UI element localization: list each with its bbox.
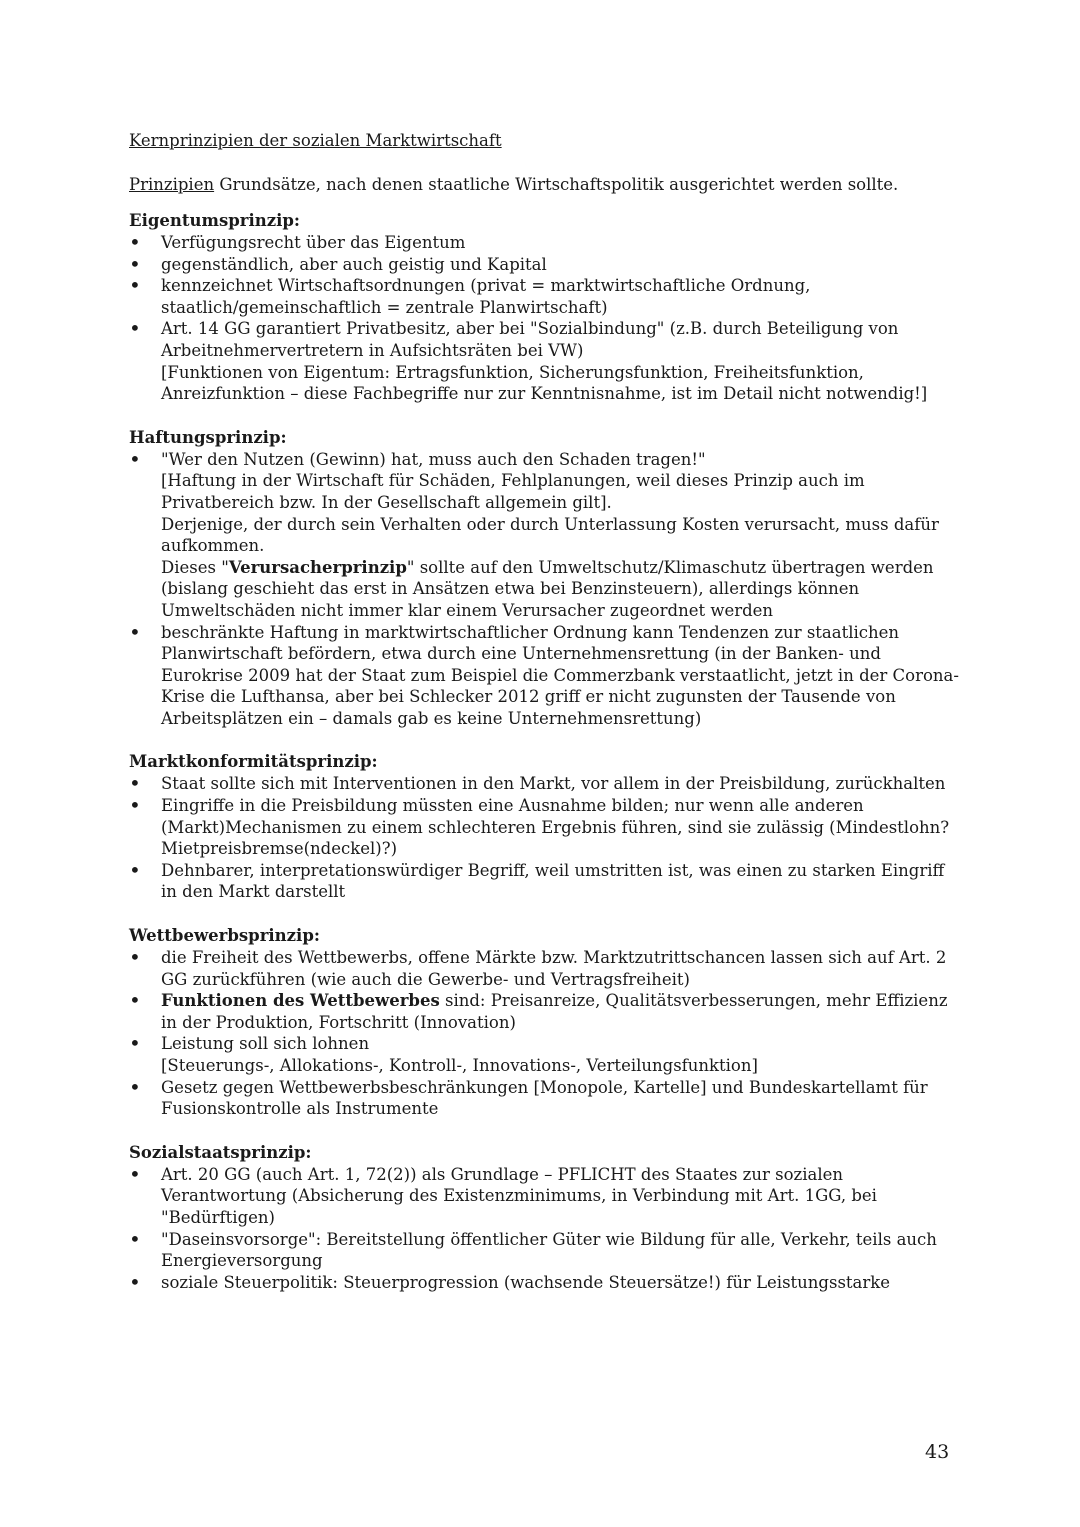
section-heading: Haftungsprinzip: [129, 427, 287, 447]
list-item-note: [Steuerungs-, Allokations-, Kontroll-, Innovations-, Verteilungsfunktion] [161, 1056, 758, 1075]
section-heading: Marktkonformitätsprinzip: [129, 752, 378, 772]
list-item: • "Daseinsvorsorge": Bereitstellung öffentlicher Güter wie Bildung für alle, Verkehr, teils auch Energieversorgung [129, 1229, 959, 1272]
bullet-list [129, 232, 959, 405]
list-item [129, 1033, 959, 1076]
list-item: • Staat sollte sich mit Interventionen in den Markt, vor allem in der Preisbildung, zurückhalten [129, 773, 959, 795]
section-marktkonformitaetsprinzip [129, 751, 959, 903]
list-item-text-pre: Dieses " [161, 557, 229, 577]
list-item: • Eingriffe in die Preisbildung müssten eine Ausnahme bilden; nur wenn alle anderen (Markt)Mechanismen zu einem schlechteren Ergebnis führen, sind sie zulässig (Mindestlohn? Mietpreisbremse(ndeckel)?) [129, 795, 959, 860]
document-page [129, 130, 959, 1315]
section-heading: Eigentumsprinzip: [129, 211, 301, 230]
intro-term: Prinzipien [129, 175, 215, 194]
page-title: Kernprinzipien der sozialen Marktwirtschaft [129, 131, 502, 150]
list-item [129, 990, 959, 1033]
section-haftungsprinzip [129, 427, 959, 730]
bullet-list [129, 773, 959, 903]
list-item: • kennzeichnet Wirtschaftsordnungen (privat = marktwirtschaftliche Ordnung, staatlich/gemeinschaftlich = zentrale Planwirtschaft) [129, 275, 959, 318]
section-sozialstaatsprinzip [129, 1142, 959, 1294]
list-item-text: Derjenige, der durch sein Verhalten oder durch Unterlassung Kosten verursacht, muss dafür aufkommen. [161, 514, 939, 556]
intro-paragraph [129, 174, 959, 196]
list-item: • Gesetz gegen Wettbewerbsbeschränkungen [Monopole, Kartelle] und Bundeskartellamt für Fusionskontrolle als Instrumente [129, 1077, 959, 1120]
list-item-note: [Haftung in der Wirtschaft für Schäden, Fehlplanungen, weil dieses Prinzip auch im Privatbereich bzw. In der Gesellschaft allgemein gilt]. [161, 471, 865, 512]
bullet-list [129, 449, 959, 730]
page-number: 43 [925, 1441, 950, 1463]
list-item [129, 318, 959, 404]
section-wettbewerbsprinzip [129, 925, 959, 1120]
list-item-note: [Funktionen von Eigentum: Ertragsfunktion, Sicherungsfunktion, Freiheitsfunktion, Anreizfunktion – diese Fachbegriffe nur zur Kenntnisnahme, ist im Detail nicht notwendig!] [161, 362, 928, 404]
section-heading: Sozialstaatsprinzip: [129, 1142, 312, 1162]
list-item: • Art. 20 GG (auch Art. 1, 72(2)) als Grundlage – PFLICHT des Staates zur sozialen Verantwortung (Absicherung des Existenzminimums, in Verbindung mit Art. 1GG, bei "Bedürftigen) [129, 1164, 959, 1229]
bullet-list [129, 947, 959, 1120]
intro-text: Grundsätze, nach denen staatliche Wirtschaftspolitik ausgerichtet werden sollte. [214, 175, 899, 194]
section-eigentumsprinzip [129, 210, 959, 405]
list-item: • gegenständlich, aber auch geistig und Kapital [129, 254, 959, 276]
list-item [129, 449, 959, 622]
list-item: • die Freiheit des Wettbewerbs, offene Märkte bzw. Marktzutrittschancen lassen sich auf Art. 2 GG zurückführen (wie auch die Gewerbe- und Vertragsfreiheit) [129, 947, 959, 990]
list-item: • Dehnbarer, interpretationswürdiger Begriff, weil umstritten ist, was einen zu starken Eingriff in den Markt darstellt [129, 860, 959, 903]
bullet-list [129, 1164, 959, 1294]
list-item: • Verfügungsrecht über das Eigentum [129, 232, 959, 254]
list-item: • beschränkte Haftung in marktwirtschaftlicher Ordnung kann Tendenzen zur staatlichen Planwirtschaft befördern, etwa durch eine Unternehmensrettung (in der Banken- und Eurokrise 2009 hat der Staat zum Beispiel die Commerzbank verstaatlicht, jetzt in der Corona-Krise die Lufthansa, aber bei Schlecker 2012 griff er nicht zugunsten der Tausende von Arbeitsplätzen ein – damals gab es keine Unternehmensrettung) [129, 622, 959, 730]
list-item-text: "Wer den Nutzen (Gewinn) hat, muss auch den Schaden tragen!" [161, 449, 706, 469]
section-heading: Wettbewerbsprinzip: [129, 926, 320, 946]
list-item-bold-term: Funktionen des Wettbewerbes [161, 991, 440, 1011]
list-item-text: Art. 14 GG garantiert Privatbesitz, aber bei "Sozialbindung" (z.B. durch Beteiligung von Arbeitnehmervertretern in Aufsichtsräten bei VW) [161, 319, 899, 360]
list-item-text: Leistung soll sich lohnen [161, 1034, 370, 1054]
list-item: • soziale Steuerpolitik: Steuerprogression (wachsende Steuersätze!) für Leistungsstarke [129, 1272, 959, 1294]
list-item-text-post: " sollte auf den Umweltschutz/Klimaschutz übertragen werden (bislang geschieht das erst in Ansätzen etwa bei Benzinsteuern), allerdings können Umweltschäden nicht immer klar einem Verursacher zugeordnet werden [161, 557, 934, 620]
list-item-text: sind: Preisanreize, Qualitätsverbesserungen, mehr Effizienz in der Produktion, Fortschritt (Innovation) [161, 991, 948, 1032]
list-item-bold-term: Verursacherprinzip [228, 557, 407, 577]
